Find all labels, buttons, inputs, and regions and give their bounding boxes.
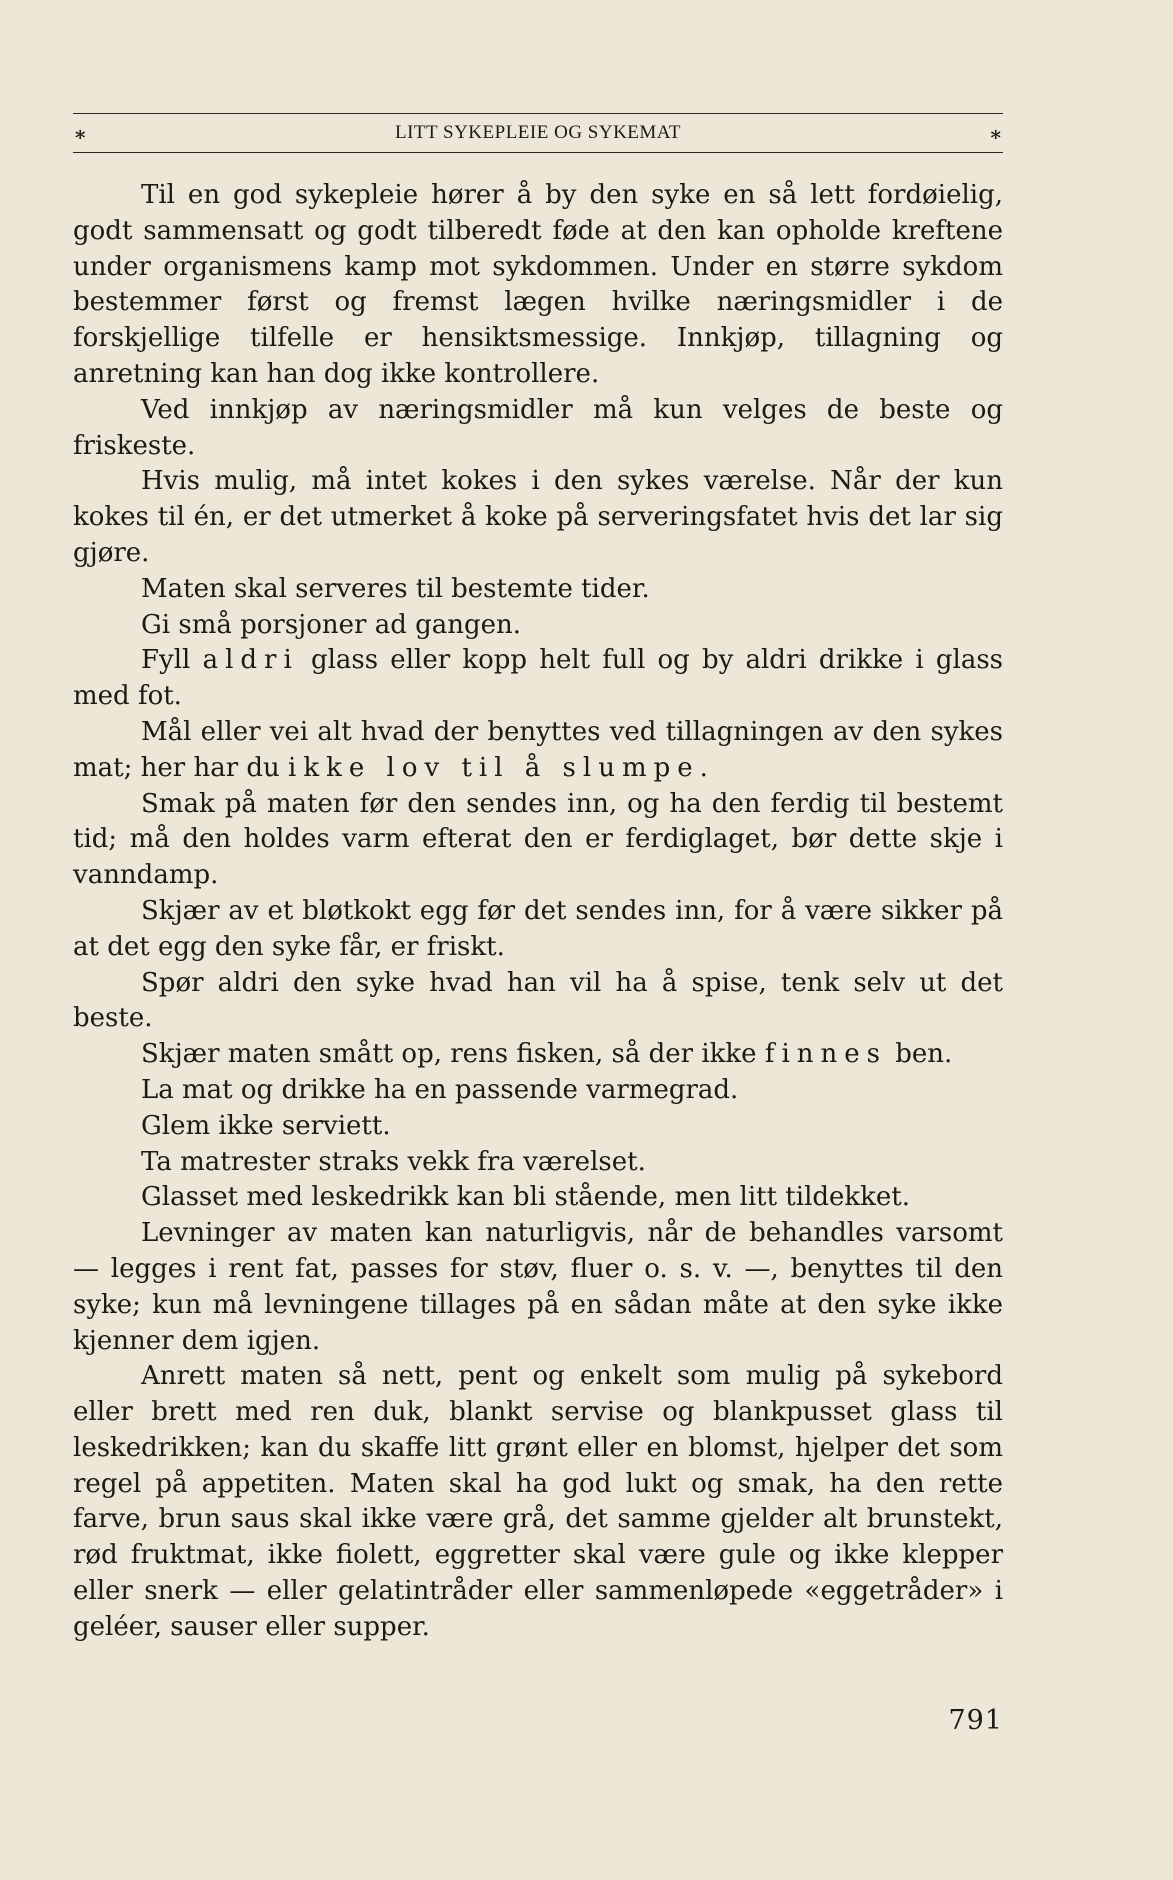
paragraph-text: glass eller kopp helt full og by aldri drikke i glass med fot.	[73, 645, 1004, 712]
running-title: LITT SYKEPLEIE OG SYKEMAT	[394, 122, 682, 143]
paragraph-text: Skjær maten smått op, rens fisken, så der ikke	[141, 1039, 765, 1070]
paragraph: Glem ikke serviett.	[141, 1110, 391, 1141]
paragraph	[73, 715, 1003, 787]
paragraph-text: Mål eller vei alt hvad der benyttes ved tillagningen av den sykes mat; her har du	[73, 716, 1003, 783]
paragraph: Gi små porsjoner ad gangen.	[141, 609, 522, 640]
paragraph: Anrett maten så nett, pent og enkelt som mulig på sykebord eller brett med ren duk, blankt servise og blankpusset glass til leskedrikken; kan du skaffe litt grønt eller en blomst, hjelper det som regel på appetiten. Maten skal ha god lukt og smak, ha den rette farve, brun saus skal ikke være grå, det samme gjelder alt brunstekt, rød fruktmat, ikke fiolett, eggretter skal være gule og ikke klepper eller snerk — eller gelatintråder eller sammenløpede «eggetråder» i geléer, sauser eller supper.	[73, 1361, 1003, 1642]
paragraph	[73, 643, 1003, 715]
paragraph: Ved innkjøp av næringsmidler må kun velges de beste og friskeste.	[73, 394, 1003, 461]
right-ornament-icon: ⁎	[990, 120, 1001, 144]
paragraph: Spør aldri den syke hvad han vil ha å spise, tenk selv ut det beste.	[73, 967, 1003, 1034]
paragraph: Skjær av et bløtkokt egg før det sendes inn, for å være sikker på at det egg den syke får, er friskt.	[73, 895, 1003, 962]
left-ornament-icon: ⁎	[75, 120, 86, 144]
running-header	[73, 113, 1003, 153]
page-number: 791	[948, 1705, 1003, 1736]
paragraph: La mat og drikke ha en passende varmegrad.	[141, 1074, 739, 1105]
paragraph: Til en god sykepleie hører å by den syke en så lett fordøielig, godt sammensatt og godt tilberedt føde at den kan opholde kreftene under organismens kamp mot sykdommen. Under en større sykdom bestemmer først og fremst lægen hvilke næringsmidler i de forskjellige tilfelle er hensiktsmessige. Innkjøp, tillagning og anretning kan han dog ikke kontrollere.	[73, 180, 1003, 389]
paragraph: Maten skal serveres til bestemte tider.	[141, 573, 650, 604]
paragraph: Hvis mulig, må intet kokes i den sykes værelse. Når der kun kokes til én, er det utmerket å koke på serveringsfatet hvis det lar sig gjøre.	[73, 466, 1003, 568]
emphasized-text: ikke lov til å slumpe.	[288, 752, 715, 783]
emphasized-text: aldri	[202, 645, 299, 676]
paragraph: Ta matrester straks vekk fra værelset.	[141, 1146, 646, 1177]
paragraph-text: Fyll	[141, 645, 203, 676]
paragraph: Glasset med leskedrikk kan bli stående, men litt tildekket.	[141, 1182, 911, 1213]
paragraph: Levninger av maten kan naturligvis, når de behandles varsomt — legges i rent fat, passes for støv, fluer o. s. v. —, benyttes til den syke; kun må levningene tillages på en sådan måte at den syke ikke kjenner dem igjen.	[73, 1218, 1003, 1356]
emphasized-text: finnes	[764, 1039, 887, 1070]
body-text	[73, 178, 1003, 1646]
paragraph: Smak på maten før den sendes inn, og ha den ferdig til bestemt tid; må den holdes varm efterat den er ferdiglaget, bør dette skje i vanndamp.	[73, 788, 1003, 891]
paragraph-text: ben.	[887, 1039, 953, 1070]
paragraph	[73, 1037, 1003, 1073]
